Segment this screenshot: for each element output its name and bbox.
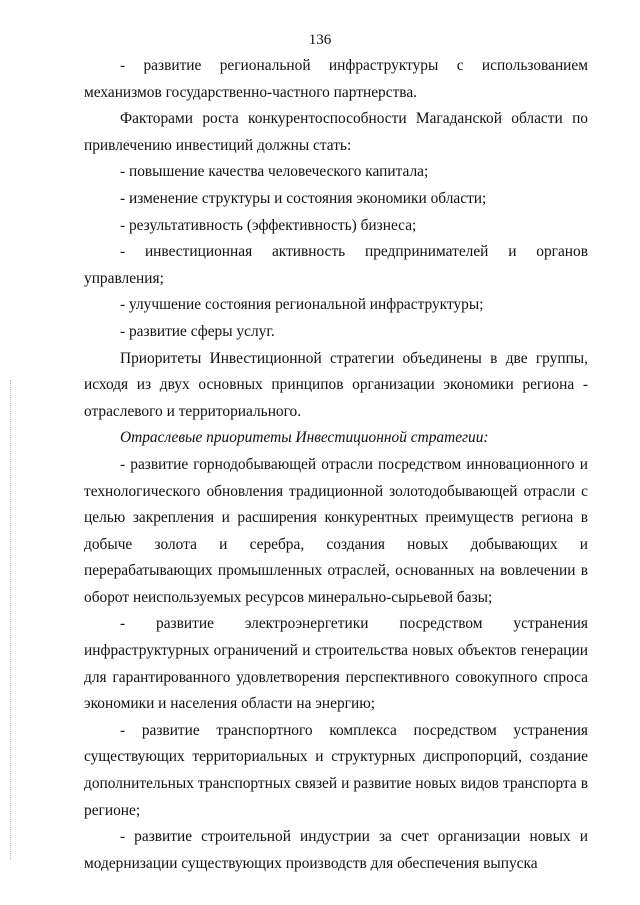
paragraph-infrastructure-ppp: - развитие региональной инфраструктуры с использованием механизмов государственно-частного партнерства. xyxy=(84,57,588,101)
list-item-economic-structure: - изменение структуры и состояния экономики области; xyxy=(120,189,487,207)
page-number: 136 xyxy=(308,32,332,48)
list-item-construction: - развитие строительной индустрии за счет организации новых и модернизации существующих производств для обеспечения выпуска xyxy=(84,828,588,872)
list-item-transport: - развитие транспортного комплекса посредством устранения существующих территориальных и структурных диспропорций, создание дополнительных транспортных связей и развитие новых видов транспорта в регионе; xyxy=(84,721,588,819)
list-item-regional-infrastructure: - улучшение состояния региональной инфраструктуры; xyxy=(120,296,484,314)
paragraph-strategy-priorities: Приоритеты Инвестиционной стратегии объединены в две группы, исходя из двух основных принципов организации экономики региона - отраслевого и территориального. xyxy=(84,349,588,420)
paragraph-growth-factors: Факторами роста конкурентоспособности Магаданской области по привлечению инвестиций должны стать: xyxy=(84,110,588,154)
list-item-power-engineering: - развитие электроэнергетики посредством устранения инфраструктурных ограничений и строительства новых объектов генерации для гарантированного удовлетворения перспективного совокупного спроса экономики и населения области на энергию; xyxy=(84,615,588,713)
section-heading-sector-priorities: Отраслевые приоритеты Инвестиционной стратегии: xyxy=(120,429,489,447)
list-item-business-efficiency: - результативность (эффективность) бизнеса; xyxy=(120,216,417,234)
body-text xyxy=(84,53,588,877)
list-item-services: - развитие сферы услуг. xyxy=(120,322,275,340)
list-item-investment-activity: - инвестиционная активность предпринимателей и органов управления; xyxy=(84,243,588,287)
scan-edge-marks xyxy=(10,380,12,860)
list-item-mining: - развитие горнодобывающей отрасли посредством инновационного и технологического обновления традиционной золотодобывающей отрасли с целью закрепления и расширения конкурентных преимуществ региона в добыче золота и серебра, создания новых добывающих и перерабатывающих промышленных отраслей, основанных на вовлечении в оборот неиспользуемых ресурсов минерально-сырьевой базы; xyxy=(84,455,588,606)
list-item-human-capital: - повышение качества человеческого капитала; xyxy=(120,163,429,181)
